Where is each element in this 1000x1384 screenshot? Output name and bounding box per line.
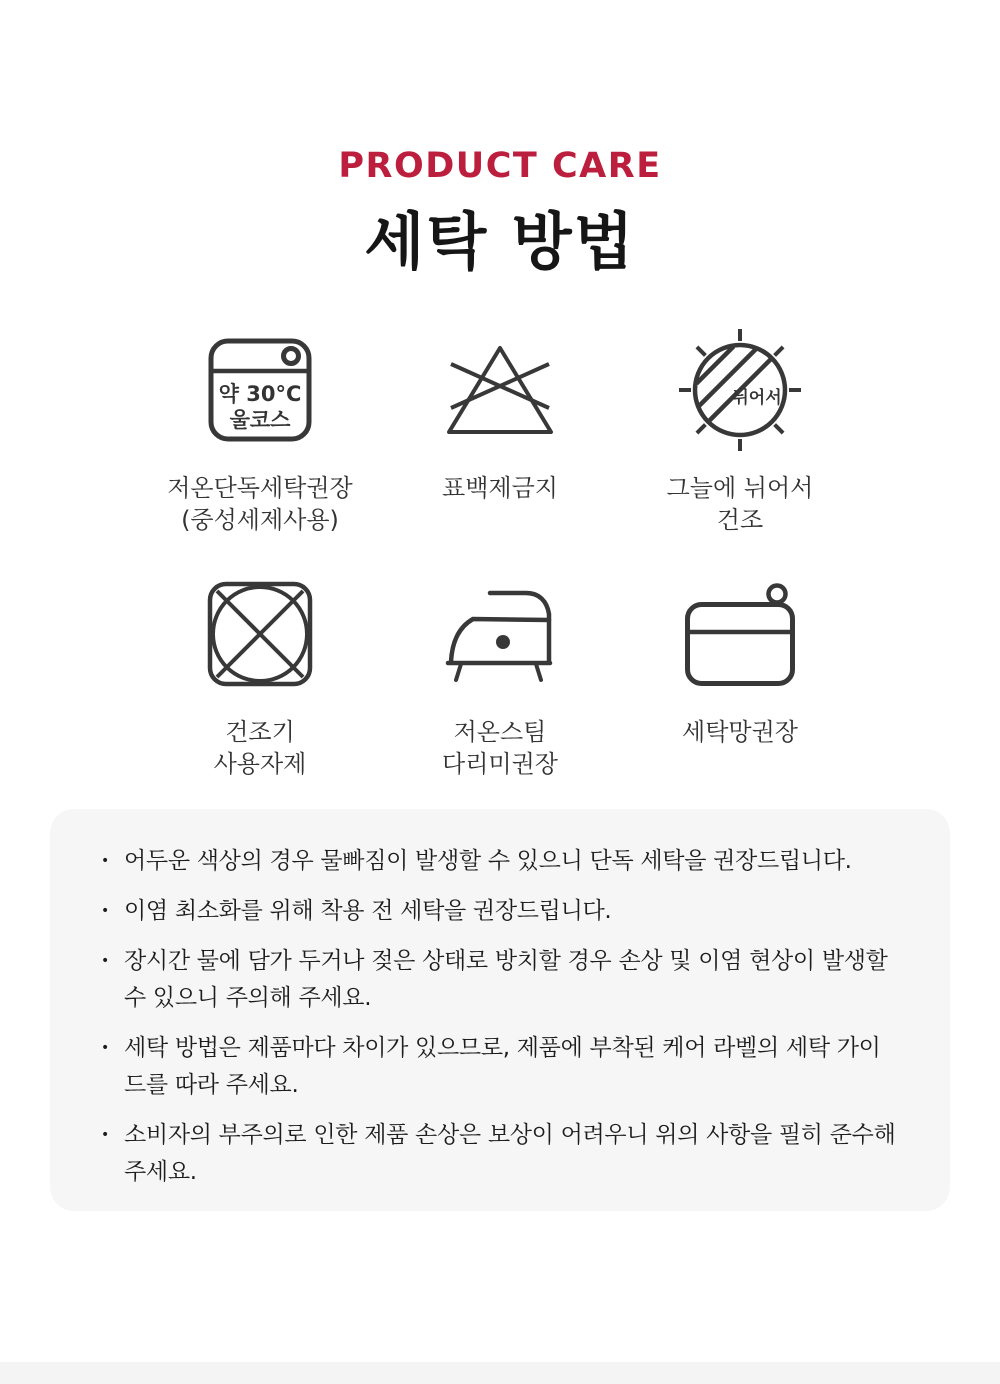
shade-flat-dry-icon — [678, 328, 802, 452]
care-item-steam-iron — [380, 576, 620, 780]
care-item-label — [667, 472, 814, 536]
note-text: 소비자의 부주의로 인한 제품 손상은 보상이 어려우니 위의 사항을 필히 준수해 주세요. — [124, 1122, 896, 1185]
care-item-label — [167, 472, 352, 536]
care-item-no-bleach — [380, 332, 620, 536]
note-item — [98, 843, 900, 880]
label-line: 세탁망권장 — [682, 718, 798, 746]
note-item — [98, 1117, 900, 1191]
note-item — [98, 893, 900, 930]
label-line: 표백제금지 — [442, 474, 558, 502]
bullet-icon: • — [101, 1127, 109, 1143]
note-text: 장시간 물에 담가 두거나 젖은 상태로 방치할 경우 손상 및 이염 현상이 발생할 수 있으니 주의해 주세요. — [124, 948, 888, 1011]
note-text: 이염 최소화를 위해 착용 전 세탁을 권장드립니다. — [124, 898, 612, 924]
wash-temp-text: 약 30°C — [218, 382, 302, 406]
icon-box — [447, 332, 553, 448]
label-line: 건조 — [716, 506, 764, 534]
care-item-no-tumble-dry — [140, 576, 380, 780]
care-symbol-grid — [140, 332, 860, 780]
bullet-icon: • — [101, 853, 109, 869]
steam-iron-icon — [446, 585, 554, 683]
icon-box — [446, 576, 554, 692]
no-tumble-dry-icon — [207, 581, 313, 687]
bullet-icon: • — [101, 1040, 109, 1056]
shade-dry-text: 뉘어서 — [732, 388, 782, 408]
label-line: 저온스팀 — [453, 718, 547, 746]
wash-course-text: 울코스 — [229, 408, 291, 432]
care-symbol-row-2 — [140, 576, 860, 780]
label-line: 건조기 — [225, 718, 295, 746]
care-notes-box — [50, 809, 950, 1211]
label-line: 다리미권장 — [442, 750, 558, 778]
care-item-label — [682, 716, 798, 748]
label-line: (중성세제사용) — [181, 506, 339, 534]
note-text: 세탁 방법은 제품마다 차이가 있으므로, 제품에 부착된 케어 라벨의 세탁 가이드를 따라 주세요. — [124, 1035, 881, 1098]
care-item-laundry-net — [620, 576, 860, 780]
care-item-label — [442, 716, 558, 780]
page-title: 세탁 방법 — [364, 205, 636, 278]
next-section-edge — [0, 1362, 1000, 1384]
care-item-low-temp-wash — [140, 332, 380, 536]
label-line: 저온단독세탁권장 — [167, 474, 353, 502]
icon-box — [678, 332, 802, 448]
note-item — [98, 1030, 900, 1104]
note-item — [98, 943, 900, 1017]
no-bleach-icon — [447, 344, 553, 436]
icon-box — [208, 332, 312, 448]
icon-box — [685, 576, 795, 692]
laundry-net-icon — [685, 583, 795, 686]
bullet-icon: • — [101, 953, 109, 969]
care-item-label — [442, 472, 558, 504]
icon-box — [207, 576, 313, 692]
label-line: 사용자제 — [213, 750, 307, 778]
care-item-label — [214, 716, 307, 780]
care-symbol-row-1 — [140, 332, 860, 536]
care-item-shade-dry — [620, 332, 860, 536]
label-line: 그늘에 뉘어서 — [666, 474, 814, 502]
note-text: 어두운 색상의 경우 물빠짐이 발생할 수 있으니 단독 세탁을 권장드립니다. — [124, 848, 852, 874]
washing-machine-icon — [208, 338, 312, 442]
bullet-icon: • — [101, 903, 109, 919]
section-eyebrow: PRODUCT CARE — [338, 146, 662, 186]
